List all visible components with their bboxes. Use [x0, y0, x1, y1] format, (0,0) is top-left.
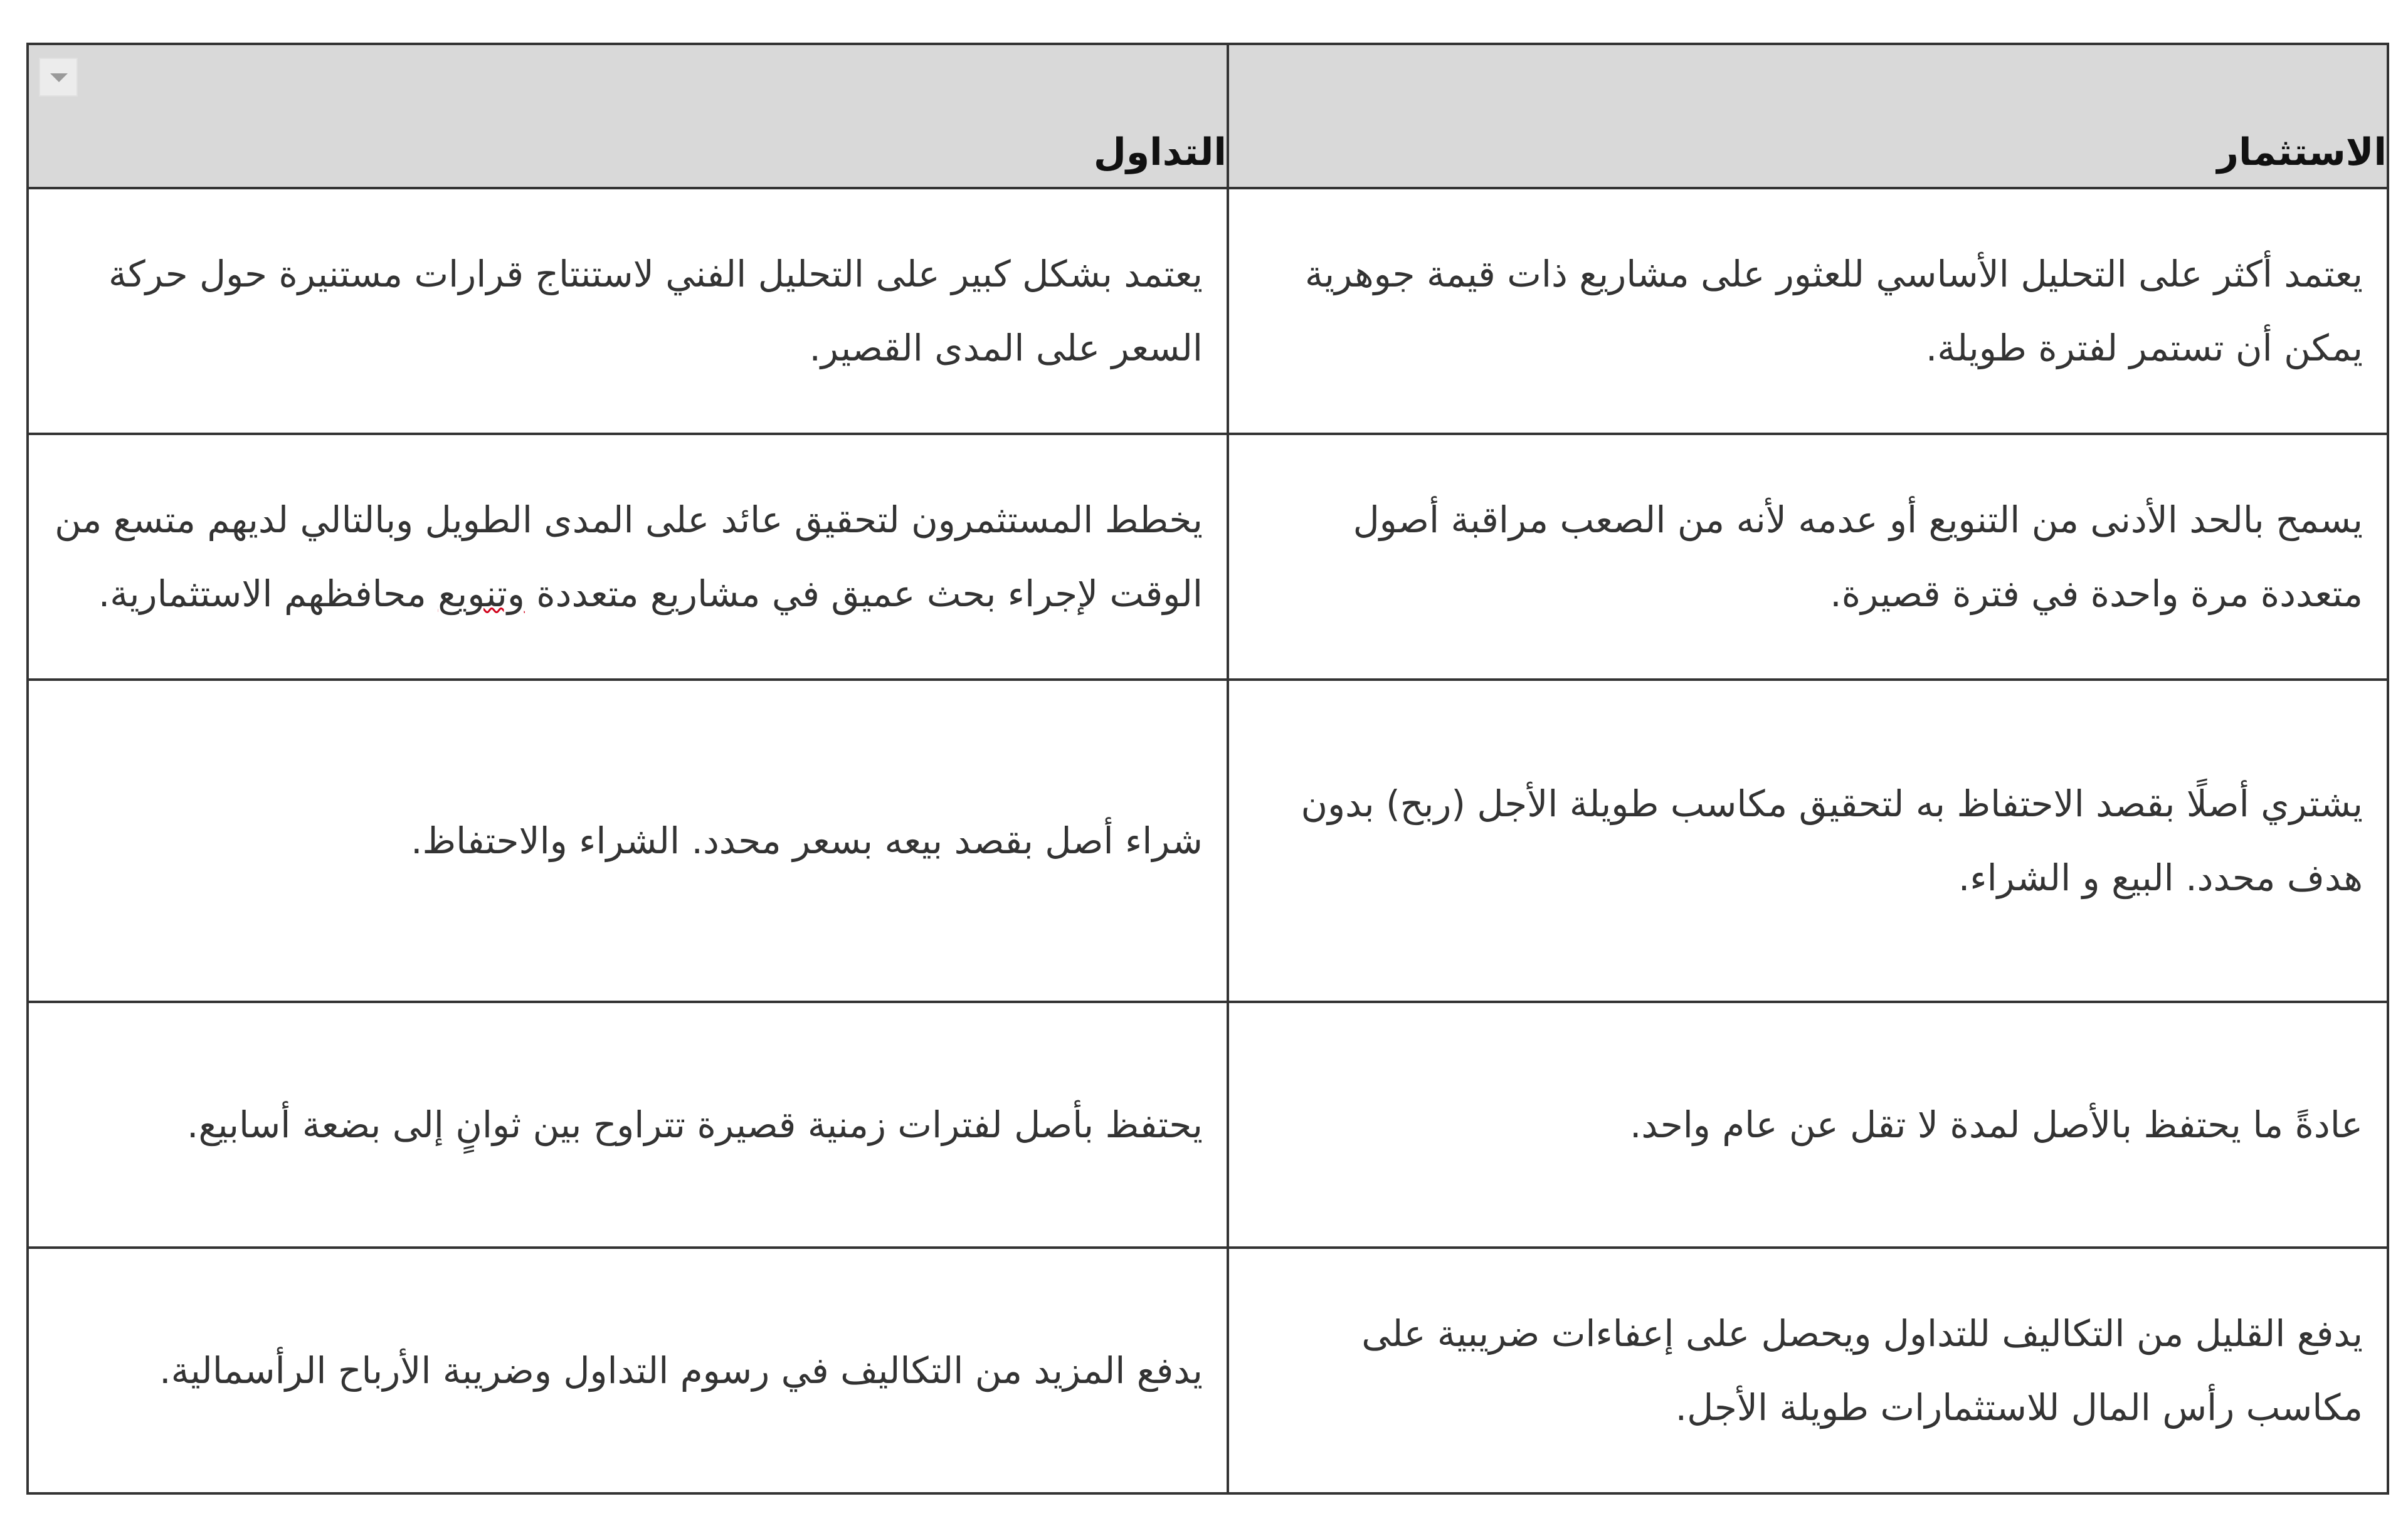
spellcheck-flagged-word[interactable]: وتنويع [438, 572, 525, 615]
comparison-table [26, 43, 2389, 1495]
cell-text-segment: محافظهم الاستثمارية. [98, 572, 438, 615]
table-row [28, 680, 2388, 1002]
table-header-row [28, 44, 2388, 188]
cell-text-segment: يخطط المستثمرون لتحقيق عائد على المدى الطويل وبالتالي لديهم متسع من الوقت لإجراء بحث عميق في مشاريع متعددة [55, 498, 1203, 615]
cell-investing[interactable]: يدفع القليل من التكاليف للتداول ويحصل على إعفاءات ضريبية على مكاسب رأس المال للاستثمارات طويلة الأجل. [1228, 1248, 2388, 1493]
cell-investing[interactable]: يشتري أصلًا بقصد الاحتفاظ به لتحقيق مكاسب طويلة الأجل (ربح) بدون هدف محدد. البيع و الشراء. [1228, 680, 2388, 1002]
cell-trading[interactable]: شراء أصل بقصد بيعه بسعر محدد. الشراء والاحتفاظ. [28, 680, 1228, 1002]
cell-trading[interactable]: يحتفظ بأصل لفترات زمنية قصيرة تتراوح بين ثوانٍ إلى بضعة أسابيع. [28, 1002, 1228, 1248]
table-row [28, 188, 2388, 434]
table-row [28, 1248, 2388, 1493]
table-row [28, 1002, 2388, 1248]
cell-trading[interactable] [28, 434, 1228, 680]
header-trading: التداول [1093, 130, 1227, 174]
header-investing[interactable]: الاستثمار [1228, 44, 2388, 188]
cell-trading[interactable]: يدفع المزيد من التكاليف في رسوم التداول وضريبة الأرباح الرأسمالية. [28, 1248, 1228, 1493]
cell-investing[interactable]: يسمح بالحد الأدنى من التنويع أو عدمه لأنه من الصعب مراقبة أصول متعددة مرة واحدة في فترة قصيرة. [1228, 434, 2388, 680]
header-trading-cell[interactable] [28, 44, 1228, 188]
cell-investing[interactable]: يعتمد أكثر على التحليل الأساسي للعثور على مشاريع ذات قيمة جوهرية يمكن أن تستمر لفترة طويلة. [1228, 188, 2388, 434]
cell-trading[interactable]: يعتمد بشكل كبير على التحليل الفني لاستنتاج قرارات مستنيرة حول حركة السعر على المدى القصير. [28, 188, 1228, 434]
cell-investing[interactable]: عادةً ما يحتفظ بالأصل لمدة لا تقل عن عام واحد. [1228, 1002, 2388, 1248]
dropdown-arrow-icon[interactable] [39, 58, 78, 97]
table-row [28, 434, 2388, 680]
